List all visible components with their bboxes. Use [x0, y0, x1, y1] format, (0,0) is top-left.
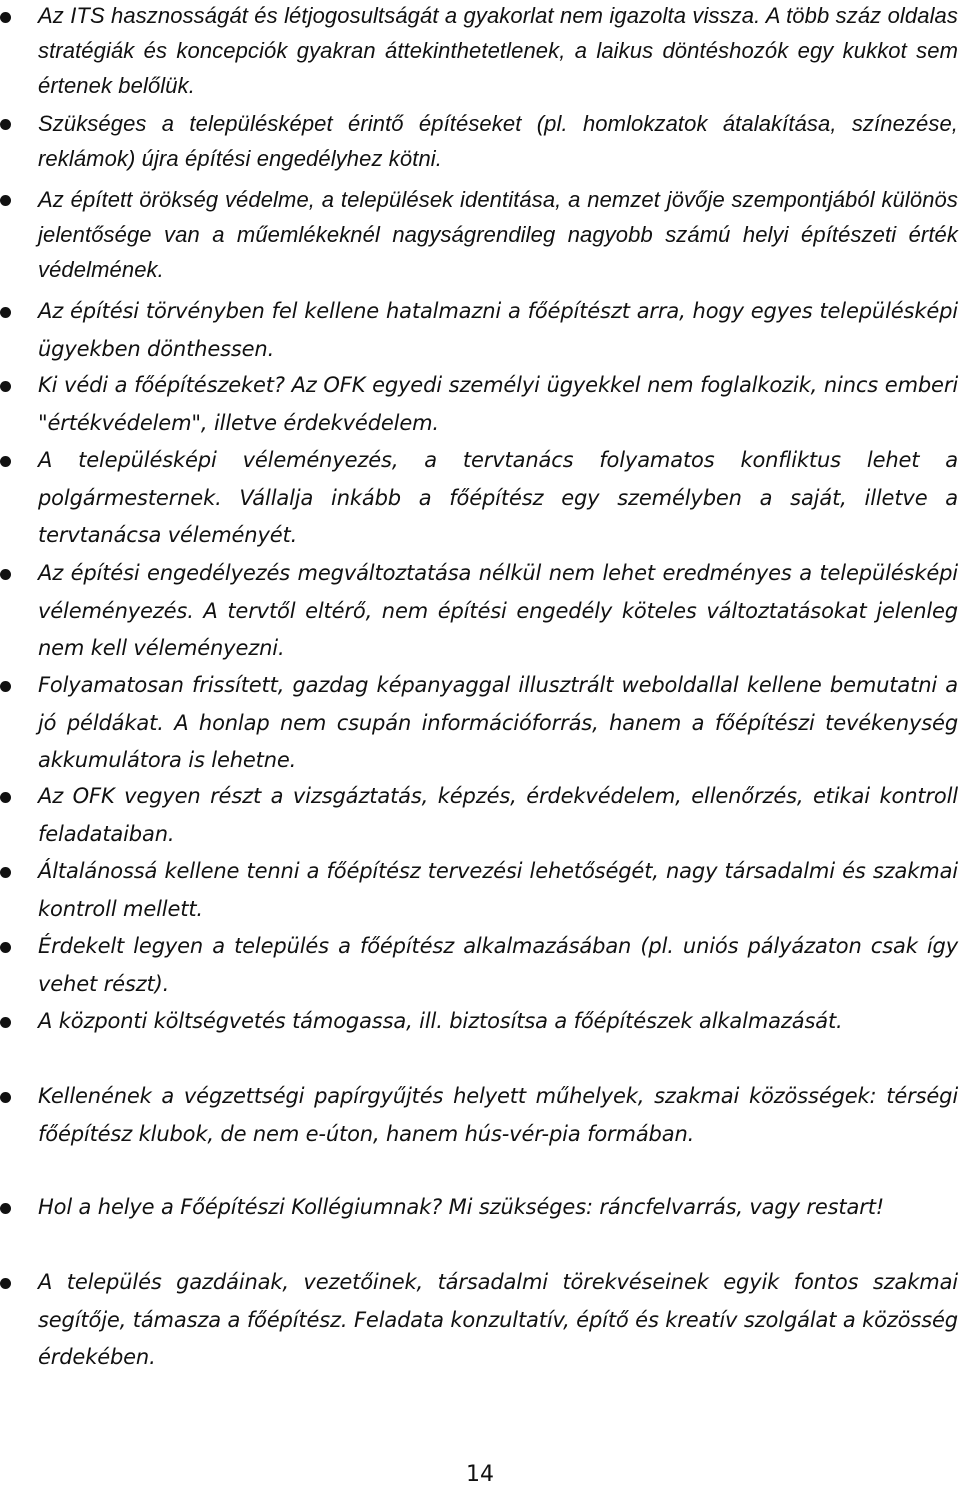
list-item-text: Az épített örökség védelme, a települések identitása, a nemzet jövője szempontjából különös jelentősége van a műemlékeknél nagyságrendileg nagyobb számú helyi építészeti érték védelmének. [38, 187, 958, 282]
list-item-text: Általánossá kellene tenni a főépítész tervezési lehetőségét, nagy társadalmi és szakmai kontroll mellett. [38, 859, 958, 921]
bullet-icon [0, 195, 11, 206]
bullet-icon [0, 456, 11, 467]
bullet-icon [0, 681, 11, 692]
list-item-text: Kellenének a végzettségi papírgyűjtés helyett műhelyek, szakmai közösségek: térségi főépítész klubok, de nem e-úton, hanem hús-vér-pia formában. [38, 1084, 958, 1146]
bullet-icon [0, 1092, 11, 1103]
list-item-text: Az OFK vegyen részt a vizsgáztatás, képzés, érdekvédelem, ellenőrzés, etikai kontroll feladataiban. [38, 784, 958, 846]
bullet-icon [0, 942, 11, 953]
list-item-text: Ki védi a főépítészeket? Az OFK egyedi személyi ügyekkel nem foglalkozik, nincs emberi "értékvédelem", illetve érdekvédelem. [38, 373, 958, 435]
list-item-text: Szükséges a településképet érintő építéseket (pl. homlokzatok átalakítása, színezése, reklámok) újra építési engedélyhez kötni. [38, 111, 958, 171]
bullet-icon [0, 1278, 11, 1289]
bullet-icon [0, 792, 11, 803]
list-item-text: Az ITS hasznosságát és létjogosultságát a gyakorlat nem igazolta vissza. A több száz oldalas stratégiák és koncepciók gyakran áttekinthetetlenek, a laikus döntéshozók egy kukkot sem értenek belőlük. [38, 3, 958, 98]
bullet-icon [0, 381, 11, 392]
list-item-text: Érdekelt legyen a település a főépítész alkalmazásában (pl. uniós pályázaton csak így vehet részt). [38, 934, 958, 996]
bullet-icon [0, 12, 11, 23]
list-item-text: Az építési engedélyezés megváltoztatása nélkül nem lehet eredményes a településképi véleményezés. A tervtől eltérő, nem építési engedély köteles változtatásokat jelenleg nem kell véleményezni. [38, 561, 958, 660]
bullet-icon [0, 1203, 11, 1214]
bullet-icon [0, 119, 11, 130]
list-item-text: A település gazdáinak, vezetőinek, társadalmi törekvéseinek egyik fontos szakmai segítője, támasza a főépítész. Feladata konzultatív, építő és kreatív szolgálat a közösség érdekében. [38, 1270, 958, 1369]
bullet-icon [0, 569, 11, 580]
bullet-icon [0, 1017, 11, 1028]
bullet-icon [0, 867, 11, 878]
list-item-text: A településképi véleményezés, a tervtanács folyamatos konfliktus lehet a polgármesternek. Vállalja inkább a főépítész egy személyben a saját, illetve a tervtanácsa véleményét. [38, 448, 958, 547]
list-item-text: Az építési törvényben fel kellene hatalmazni a főépítészt arra, hogy egyes településképi ügyekben dönthessen. [38, 299, 958, 361]
bullet-icon [0, 307, 11, 318]
list-item-text: Folyamatosan frissített, gazdag képanyaggal illusztrált weboldallal kellene bemutatni a jó példákat. A honlap nem csupán információforrás, hanem a főépítészi tevékenység akkumulátora is lehetne. [38, 673, 958, 772]
list-item-text: Hol a helye a Főépítészi Kollégiumnak? Mi szükséges: ráncfelvarrás, vagy restart! [38, 1195, 885, 1219]
page-number: 14 [466, 1462, 494, 1487]
list-item-text: A központi költségvetés támogassa, ill. biztosítsa a főépítészek alkalmazását. [38, 1009, 843, 1033]
